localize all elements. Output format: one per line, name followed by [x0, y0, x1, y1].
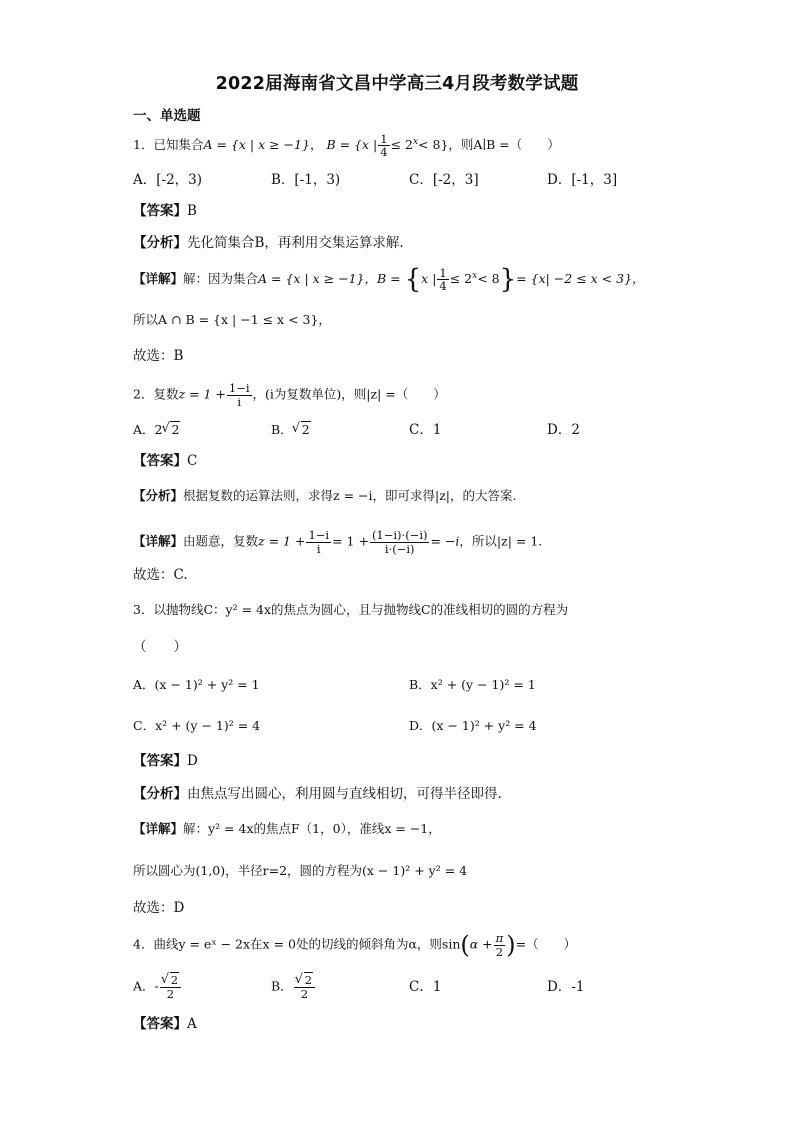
- q1-option-c: C．[-2，3]: [409, 172, 479, 188]
- question-2-stem: 2．复数z = 1 + $\frac{1-i}{i}$ ，(i为复数单位)，则|z| =（ ）: [133, 381, 446, 409]
- question-4-stem: 4．曲线y = eˣ − 2x在x = 0处的切线的倾斜角为α，则sin(α + $\frac{\pi}{2}$ )=（ ）: [133, 931, 577, 960]
- q2-option-d: D．2: [547, 422, 580, 438]
- q1-conclusion: 故选：B: [133, 348, 184, 364]
- q2-analysis: 【分析】根据复数的运算法则，求得z = −i，即可求得|z|，的大答案.: [133, 488, 517, 503]
- q3-analysis: 【分析】由焦点写出圆心，利用圆与直线相切，可得半径即得.: [133, 786, 502, 802]
- q1-answer: 【答案】B: [133, 203, 197, 219]
- q3-detail-1: 【详解】解：y² = 4x的焦点F（1，0），准线x = −1，: [133, 821, 441, 836]
- q4-option-c: C．1: [409, 979, 442, 995]
- question-3-stem-2: （ ）: [133, 639, 187, 655]
- fraction: $\frac{(1-i)\cdot(-i)}{i\cdot(-i)}$: [371, 528, 428, 556]
- q3-answer: 【答案】D: [133, 753, 198, 769]
- q4-answer: 【答案】A: [133, 1016, 197, 1032]
- q2-detail: 【详解】由题意，复数z = 1 + $\frac{1-i}{i}$ = 1 + $\frac{(1-i)\cdot(-i)}{i\cdot(-i)}$ = −i，所以|z| = 1.: [133, 528, 543, 556]
- fraction: $\frac{1}{4}$: [380, 131, 388, 160]
- q3-option-d: D．(x − 1)² + y² = 4: [409, 718, 537, 733]
- q1-detail-1: 【详解】解：因为集合A = {x | x ≥ −1}，B = {x | $\frac{1}{4}$ ≤ $2^x< 8\}= \{x| -2 \le x < 3\}$，: [133, 264, 645, 295]
- q4-option-a: A．- √ $\frac{2}{2}$: [133, 974, 182, 1000]
- question-1-stem: 1．已知集合A = {x | x ≥ −1}， B = {x | $\frac{1}{4}$ ≤ $2^x< 8$}，则A∣B =（ ）: [133, 131, 560, 160]
- section-heading: 一、单选题: [133, 108, 201, 124]
- q2-option-b: B．√ 2: [271, 420, 311, 440]
- q1-analysis: 【分析】先化简集合B，再利用交集运算求解.: [133, 235, 404, 251]
- q2-option-c: C．1: [409, 422, 442, 438]
- fraction: $\frac{\pi}{2}$: [495, 931, 504, 959]
- q2-answer: 【答案】C: [133, 453, 198, 469]
- q4-option-d: D．-1: [547, 979, 585, 995]
- fraction: $\frac{1-i}{i}$: [228, 381, 250, 409]
- q1-option-b: B．[-1，3): [271, 172, 341, 188]
- q3-option-a: A．(x − 1)² + y² = 1: [133, 677, 260, 692]
- q3-conclusion: 故选：D: [133, 900, 185, 916]
- page-title: 2022届海南省文昌中学高三4月段考数学试题: [215, 74, 579, 94]
- q3-option-c: C．x² + (y − 1)² = 4: [133, 718, 261, 733]
- fraction: $\frac{1-i}{i}$: [308, 528, 330, 556]
- q3-option-b: B．x² + (y − 1)² = 1: [409, 677, 536, 692]
- question-3-stem: 3．以抛物线C：y² = 4x的焦点为圆心，且与抛物线C的准线相切的圆的方程为: [133, 602, 569, 617]
- fraction: $\frac{1}{4}$: [439, 265, 447, 294]
- q4-option-b: B． √ $\frac{2}{2}$: [271, 974, 316, 1000]
- q1-detail-2: 所以A ∩ B = {x | −1 ≤ x < 3}，: [133, 312, 331, 327]
- q3-detail-2: 所以圆心为(1,0)，半径r=2，圆的方程为(x − 1)² + y² = 4: [133, 863, 468, 878]
- q2-option-a: A．2√ 2: [133, 420, 180, 440]
- q1-option-d: D．[-1，3]: [547, 172, 618, 188]
- q1-option-a: A．[-2，3): [133, 172, 203, 188]
- q2-conclusion: 故选：C.: [133, 567, 188, 583]
